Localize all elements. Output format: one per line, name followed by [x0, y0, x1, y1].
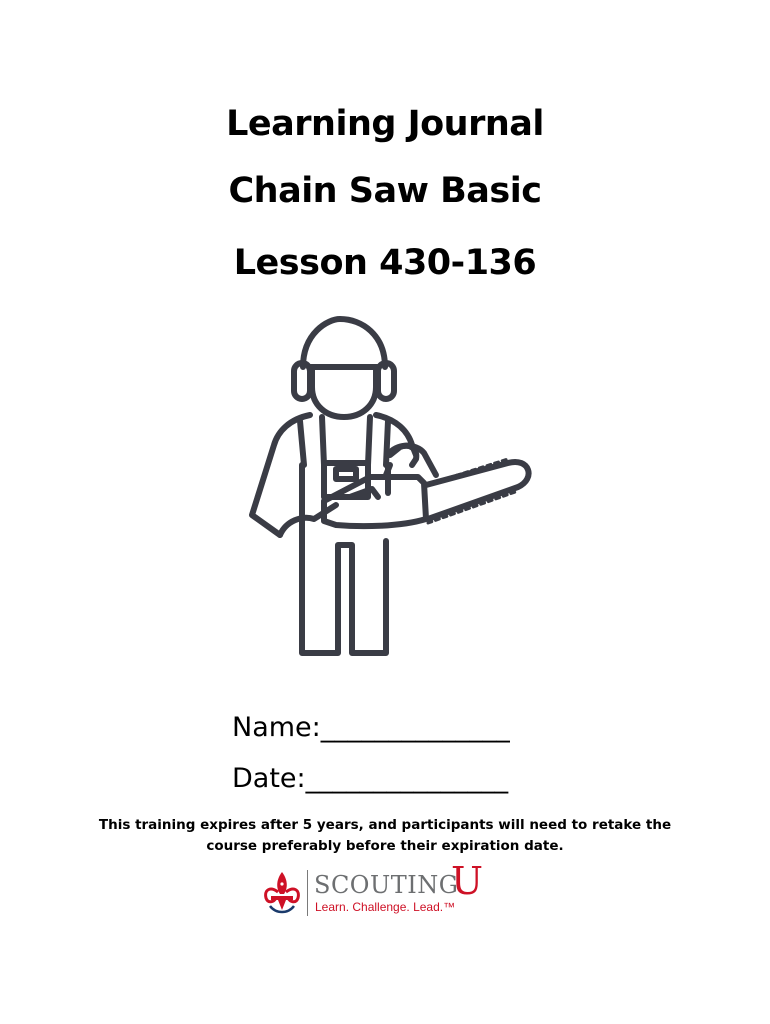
- logo-brand-text: SCOUTING: [314, 871, 459, 899]
- title-lesson-number: Lesson 430-136: [233, 243, 537, 283]
- legs-outline: [302, 525, 386, 653]
- logo-divider: [307, 870, 308, 916]
- name-field: Name:______________: [232, 712, 510, 743]
- fleur-de-lis-icon: [262, 870, 302, 916]
- helmet-shape: [303, 319, 385, 367]
- logo-brand-letter: U: [451, 859, 484, 903]
- expiration-notice: [90, 815, 680, 857]
- face-shape: [312, 367, 376, 417]
- title-learning-journal: Learning Journal: [226, 104, 544, 144]
- notice-line-1: This training expires after 5 years, and participants will need to retake the: [98, 817, 672, 833]
- date-field: Date:_______________: [232, 763, 509, 794]
- notice-line-2: course preferably before their expiration date.: [206, 838, 564, 854]
- chainsaw-body: [324, 477, 426, 526]
- logo-tagline: Learn. Challenge. Lead.™: [315, 900, 456, 914]
- title-course-name: Chain Saw Basic: [228, 171, 542, 211]
- chainsaw-bar: [426, 462, 529, 519]
- worker-with-chainsaw-icon: [240, 315, 540, 670]
- scouting-u-logo: [262, 859, 502, 920]
